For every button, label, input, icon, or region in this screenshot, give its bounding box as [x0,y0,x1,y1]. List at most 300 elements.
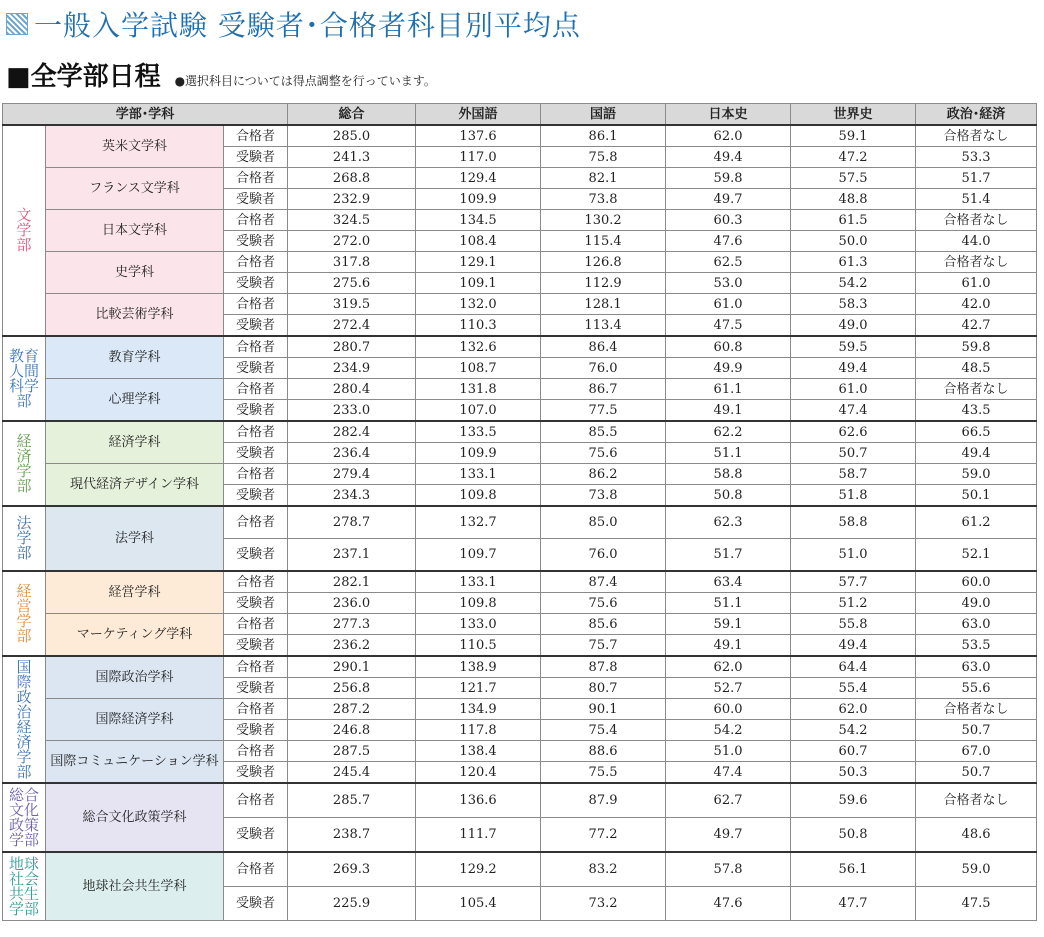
score-cell: 109.8 [416,485,541,507]
table-row [3,506,1037,539]
faculty-label: 法 学 部 [16,514,32,562]
score-cell: 61.0 [666,294,791,315]
row-type: 合格者 [224,464,288,485]
score-cell: 245.4 [288,762,416,784]
faculty-name [3,125,46,336]
faculty-name [3,783,46,852]
department-name: 国際経済学科 [46,699,224,741]
score-cell: 57.8 [666,852,791,887]
col-header-dept: 学部･学科 [3,104,288,126]
score-cell: 130.2 [541,210,666,231]
department-name: 経営学科 [46,571,224,614]
score-cell: 60.0 [666,699,791,720]
score-cell: 60.0 [916,571,1037,593]
department-name: 教育学科 [46,336,224,379]
page-title: 一般入学試験 受験者･合格者科目別平均点 [34,9,581,42]
score-cell: 48.5 [916,358,1037,379]
score-cell: 61.3 [791,252,916,273]
score-cell: 47.7 [791,887,916,921]
row-type: 受験者 [224,485,288,507]
score-cell: 59.1 [791,125,916,147]
score-cell: 133.0 [416,614,541,635]
score-cell: 236.4 [288,443,416,464]
score-cell: 57.7 [791,571,916,593]
department-name: 比較芸術学科 [46,294,224,337]
faculty-name [3,506,46,571]
faculty-group [3,571,1037,656]
score-cell: 73.2 [541,887,666,921]
score-cell: 50.7 [916,720,1037,741]
section-header [6,56,436,92]
score-cell: 59.0 [916,852,1037,887]
score-cell: 47.4 [666,762,791,784]
score-cell: 115.4 [541,231,666,252]
score-cell: 137.6 [416,125,541,147]
score-cell: 60.8 [666,336,791,358]
score-cell: 50.1 [916,485,1037,507]
table-row [3,741,1037,762]
score-cell: 合格者なし [916,379,1037,400]
col-header-foreign: 外国語 [416,104,541,126]
score-cell: 51.8 [791,485,916,507]
faculty-name [3,421,46,506]
score-cell: 86.1 [541,125,666,147]
row-type: 受験者 [224,358,288,379]
score-cell: 52.7 [666,678,791,699]
score-cell: 58.7 [791,464,916,485]
score-cell: 77.5 [541,400,666,422]
score-cell: 75.8 [541,147,666,168]
score-cell: 49.1 [666,635,791,657]
score-cell: 54.2 [666,720,791,741]
table-row [3,571,1037,593]
score-cell: 49.4 [666,147,791,168]
score-cell: 138.9 [416,656,541,678]
table-row [3,210,1037,231]
table-row [3,614,1037,635]
score-cell: 285.0 [288,125,416,147]
score-cell: 317.8 [288,252,416,273]
row-type: 合格者 [224,294,288,315]
score-cell: 77.2 [541,818,666,853]
table-row [3,852,1037,887]
score-cell: 62.3 [666,506,791,539]
row-type: 合格者 [224,614,288,635]
score-cell: 105.4 [416,887,541,921]
score-cell: 110.3 [416,315,541,337]
table-row [3,294,1037,315]
score-cell: 75.7 [541,635,666,657]
row-type: 合格者 [224,379,288,400]
score-cell: 85.5 [541,421,666,443]
table-row [3,168,1037,189]
score-cell: 126.8 [541,252,666,273]
score-cell: 53.3 [916,147,1037,168]
score-cell: 合格者なし [916,252,1037,273]
score-cell: 51.1 [666,443,791,464]
score-cell: 87.4 [541,571,666,593]
score-cell: 61.5 [791,210,916,231]
score-cell: 60.3 [666,210,791,231]
score-cell: 75.4 [541,720,666,741]
score-cell: 129.4 [416,168,541,189]
score-cell: 85.6 [541,614,666,635]
score-cell: 272.4 [288,315,416,337]
score-cell: 112.9 [541,273,666,294]
department-name: 英米文学科 [46,125,224,168]
score-cell: 60.7 [791,741,916,762]
score-cell: 110.5 [416,635,541,657]
score-cell: 268.8 [288,168,416,189]
score-cell: 132.6 [416,336,541,358]
table-row [3,421,1037,443]
score-cell: 290.1 [288,656,416,678]
faculty-label: 教育人間科学部 [8,346,39,410]
score-cell: 59.8 [666,168,791,189]
faculty-label: 地球社会共生学部 [8,854,39,918]
score-cell: 109.7 [416,539,541,572]
score-cell: 51.4 [916,189,1037,210]
score-cell: 54.2 [791,720,916,741]
score-cell: 287.2 [288,699,416,720]
score-cell: 241.3 [288,147,416,168]
score-cell: 47.6 [666,887,791,921]
score-cell: 62.6 [791,421,916,443]
table-row [3,379,1037,400]
scores-table [2,103,1037,921]
score-cell: 51.1 [666,593,791,614]
score-cell: 246.8 [288,720,416,741]
department-name: フランス文学科 [46,168,224,210]
score-cell: 128.1 [541,294,666,315]
score-cell: 53.5 [916,635,1037,657]
score-cell: 49.4 [791,358,916,379]
score-cell: 合格者なし [916,125,1037,147]
department-name: 心理学科 [46,379,224,422]
faculty-group [3,336,1037,421]
row-type: 受験者 [224,818,288,853]
row-type: 受験者 [224,443,288,464]
row-type: 受験者 [224,400,288,422]
score-cell: 62.7 [666,783,791,818]
faculty-name [3,336,46,421]
section-title: ■全学部日程 [6,62,161,92]
score-cell: 48.8 [791,189,916,210]
score-cell: 42.0 [916,294,1037,315]
score-cell: 52.1 [916,539,1037,572]
title-marker-icon [6,13,28,35]
score-cell: 49.4 [916,443,1037,464]
score-cell: 75.5 [541,762,666,784]
score-cell: 86.7 [541,379,666,400]
score-cell: 272.0 [288,231,416,252]
section-note: ●選択科目については得点調整を行っています。 [174,74,436,88]
score-cell: 59.0 [916,464,1037,485]
score-cell: 51.0 [791,539,916,572]
score-cell: 138.4 [416,741,541,762]
row-type: 受験者 [224,593,288,614]
score-cell: 43.5 [916,400,1037,422]
score-cell: 75.6 [541,593,666,614]
score-cell: 58.3 [791,294,916,315]
score-cell: 67.0 [916,741,1037,762]
score-cell: 121.7 [416,678,541,699]
department-name: 現代経済デザイン学科 [46,464,224,507]
score-cell: 285.7 [288,783,416,818]
table-row [3,656,1037,678]
score-cell: 54.2 [791,273,916,294]
score-cell: 62.2 [666,421,791,443]
score-cell: 49.7 [666,189,791,210]
department-name: 国際コミュニケーション学科 [46,741,224,784]
header-row [3,104,1037,126]
score-cell: 49.4 [791,635,916,657]
score-cell: 47.4 [791,400,916,422]
score-cell: 61.1 [666,379,791,400]
faculty-group [3,852,1037,921]
score-cell: 61.0 [916,273,1037,294]
department-name: マーケティング学科 [46,614,224,657]
score-cell: 55.6 [916,678,1037,699]
score-cell: 75.6 [541,443,666,464]
score-cell: 47.5 [666,315,791,337]
score-cell: 57.5 [791,168,916,189]
score-cell: 282.1 [288,571,416,593]
score-cell: 51.7 [916,168,1037,189]
score-cell: 64.4 [791,656,916,678]
row-type: 合格者 [224,571,288,593]
row-type: 受験者 [224,678,288,699]
score-cell: 256.8 [288,678,416,699]
row-type: 受験者 [224,231,288,252]
table-row [3,464,1037,485]
score-cell: 63.0 [916,656,1037,678]
score-cell: 47.6 [666,231,791,252]
score-cell: 66.5 [916,421,1037,443]
faculty-name [3,571,46,656]
score-cell: 76.0 [541,539,666,572]
score-cell: 109.9 [416,189,541,210]
faculty-name [3,852,46,921]
faculty-group [3,506,1037,571]
score-cell: 107.0 [416,400,541,422]
table-row [3,336,1037,358]
score-cell: 324.5 [288,210,416,231]
score-cell: 49.9 [666,358,791,379]
score-cell: 109.1 [416,273,541,294]
score-cell: 85.0 [541,506,666,539]
col-header-whist: 世界史 [791,104,916,126]
score-cell: 132.7 [416,506,541,539]
score-cell: 90.1 [541,699,666,720]
score-cell: 47.5 [916,887,1037,921]
score-cell: 225.9 [288,887,416,921]
score-cell: 237.1 [288,539,416,572]
score-cell: 59.6 [791,783,916,818]
faculty-label: 国 際 政 治 経 済 学 部 [16,657,32,781]
row-type: 受験者 [224,189,288,210]
table-row [3,699,1037,720]
col-header-politics: 政治･経済 [916,104,1037,126]
faculty-label: 文 学 部 [16,206,32,254]
score-cell: 48.6 [916,818,1037,853]
score-cell: 61.2 [916,506,1037,539]
score-cell: 合格者なし [916,699,1037,720]
score-cell: 合格者なし [916,783,1037,818]
score-cell: 76.0 [541,358,666,379]
page-title-row [6,4,581,44]
score-cell: 109.9 [416,443,541,464]
row-type: 受験者 [224,539,288,572]
score-cell: 61.0 [791,379,916,400]
score-cell: 87.9 [541,783,666,818]
score-cell: 51.2 [791,593,916,614]
score-cell: 131.8 [416,379,541,400]
faculty-label: 経 営 学 部 [16,581,32,645]
row-type: 合格者 [224,741,288,762]
score-cell: 62.5 [666,252,791,273]
row-type: 合格者 [224,699,288,720]
row-type: 合格者 [224,506,288,539]
row-type: 受験者 [224,273,288,294]
score-cell: 合格者なし [916,210,1037,231]
row-type: 受験者 [224,887,288,921]
faculty-group [3,783,1037,852]
score-cell: 129.1 [416,252,541,273]
department-name: 地球社会共生学科 [46,852,224,921]
row-type: 合格者 [224,852,288,887]
score-cell: 59.8 [916,336,1037,358]
department-name: 経済学科 [46,421,224,464]
row-type: 合格者 [224,656,288,678]
score-cell: 287.5 [288,741,416,762]
faculty-group [3,421,1037,506]
score-cell: 56.1 [791,852,916,887]
score-cell: 62.0 [666,656,791,678]
score-cell: 58.8 [791,506,916,539]
col-header-japanese: 国語 [541,104,666,126]
score-cell: 49.1 [666,400,791,422]
score-cell: 49.7 [666,818,791,853]
score-cell: 49.0 [791,315,916,337]
faculty-group [3,656,1037,783]
score-cell: 63.4 [666,571,791,593]
score-cell: 59.5 [791,336,916,358]
row-type: 合格者 [224,168,288,189]
score-cell: 232.9 [288,189,416,210]
score-cell: 134.5 [416,210,541,231]
score-cell: 73.8 [541,485,666,507]
score-cell: 80.7 [541,678,666,699]
score-cell: 108.7 [416,358,541,379]
score-cell: 277.3 [288,614,416,635]
score-cell: 279.4 [288,464,416,485]
department-name: 日本文学科 [46,210,224,252]
score-cell: 108.4 [416,231,541,252]
score-cell: 280.7 [288,336,416,358]
score-cell: 50.7 [791,443,916,464]
score-cell: 134.9 [416,699,541,720]
score-cell: 133.5 [416,421,541,443]
table-row [3,125,1037,147]
row-type: 受験者 [224,720,288,741]
score-cell: 73.8 [541,189,666,210]
score-cell: 236.2 [288,635,416,657]
score-cell: 51.7 [666,539,791,572]
score-cell: 63.0 [916,614,1037,635]
row-type: 合格者 [224,210,288,231]
table-row [3,252,1037,273]
score-cell: 87.8 [541,656,666,678]
department-name: 法学科 [46,506,224,571]
score-cell: 133.1 [416,464,541,485]
score-cell: 44.0 [916,231,1037,252]
score-cell: 133.1 [416,571,541,593]
score-cell: 117.8 [416,720,541,741]
faculty-label: 総合文化政策学部 [8,785,39,849]
faculty-label: 経 済 学 部 [16,431,32,495]
score-cell: 234.9 [288,358,416,379]
score-cell: 136.6 [416,783,541,818]
col-header-total: 総合 [288,104,416,126]
table-row [3,783,1037,818]
score-cell: 50.7 [916,762,1037,784]
score-cell: 59.1 [666,614,791,635]
score-cell: 113.4 [541,315,666,337]
score-cell: 269.3 [288,852,416,887]
row-type: 合格者 [224,125,288,147]
score-cell: 275.6 [288,273,416,294]
score-cell: 109.8 [416,593,541,614]
department-name: 総合文化政策学科 [46,783,224,852]
row-type: 合格者 [224,783,288,818]
score-cell: 319.5 [288,294,416,315]
score-cell: 132.0 [416,294,541,315]
row-type: 合格者 [224,421,288,443]
score-cell: 51.0 [666,741,791,762]
score-cell: 278.7 [288,506,416,539]
score-cell: 88.6 [541,741,666,762]
row-type: 合格者 [224,336,288,358]
score-cell: 282.4 [288,421,416,443]
score-cell: 50.8 [666,485,791,507]
row-type: 受験者 [224,315,288,337]
score-cell: 117.0 [416,147,541,168]
score-cell: 233.0 [288,400,416,422]
score-cell: 86.2 [541,464,666,485]
department-name: 国際政治学科 [46,656,224,699]
score-cell: 238.7 [288,818,416,853]
score-cell: 82.1 [541,168,666,189]
faculty-group [3,125,1037,336]
score-cell: 58.8 [666,464,791,485]
score-cell: 62.0 [666,125,791,147]
score-cell: 234.3 [288,485,416,507]
col-header-jhist: 日本史 [666,104,791,126]
row-type: 合格者 [224,252,288,273]
score-cell: 236.0 [288,593,416,614]
score-cell: 280.4 [288,379,416,400]
score-cell: 55.8 [791,614,916,635]
score-cell: 42.7 [916,315,1037,337]
score-cell: 62.0 [791,699,916,720]
score-cell: 53.0 [666,273,791,294]
score-cell: 120.4 [416,762,541,784]
row-type: 受験者 [224,147,288,168]
row-type: 受験者 [224,762,288,784]
score-cell: 86.4 [541,336,666,358]
score-cell: 111.7 [416,818,541,853]
